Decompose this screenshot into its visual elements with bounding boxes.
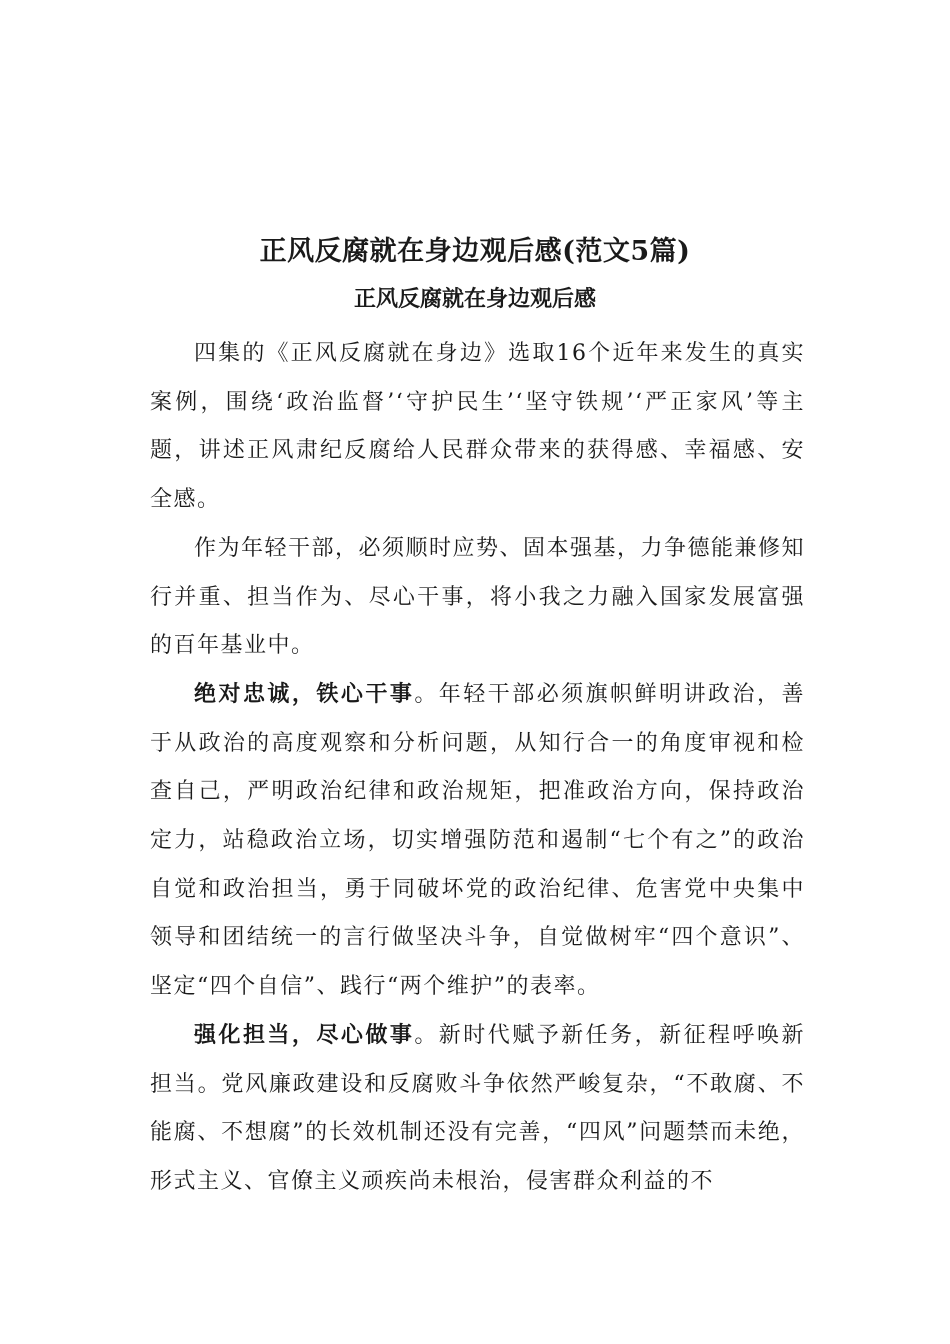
paragraph-1 [150,330,805,525]
paragraph-lead: 强化担当，尽心做事 [194,1022,415,1048]
paragraph-lead: 绝对忠诚，铁心干事 [194,681,415,707]
document-title: 正风反腐就在身边观后感(范文5篇) [259,236,691,267]
paragraph-4 [150,1012,805,1207]
paragraph-3 [150,671,805,1012]
paragraph-text: 四集的《正风反腐就在身边》选取16个近年来发生的真实案例，围绕‘政治监督’‘守护民生’‘坚守铁规’‘严正家风’等主题，讲述正风肃纪反腐给人民群众带来的获得感、幸福感、安全感。 [150,341,805,513]
paragraph-text: 作为年轻干部，必须顺时应势、固本强基，力争德能兼修知行并重、担当作为、尽心干事，将小我之力融入国家发展富强的百年基业中。 [150,535,806,659]
paragraph-text: 。年轻干部必须旗帜鲜明讲政治，善于从政治的高度观察和分析问题，从知行合一的角度审视和检查自己，严明政治纪律和政治规矩，把准政治方向，保持政治定力，站稳政治立场，切实增强防范和遏制“七个有之”的政治自觉和政治担当，勇于同破坏党的政治纪律、危害党中央集中领导和团结统一的言行做坚决斗争，自觉做树牢“四个意识”、坚定“四个自信”、践行“两个维护”的表率。 [150,681,805,1000]
paragraph-2 [150,525,805,671]
document-subtitle: 正风反腐就在身边观后感 [353,287,596,312]
paragraph-text: 。新时代赋予新任务，新征程呼唤新担当。党风廉政建设和反腐败斗争依然严峻复杂，“不敢腐、不能腐、不想腐”的长效机制还没有完善，“四风”问题禁而未绝，形式主义、官僚主义顽疾尚未根治，侵害群众利益的不 [150,1022,805,1194]
document-body [150,330,805,1207]
